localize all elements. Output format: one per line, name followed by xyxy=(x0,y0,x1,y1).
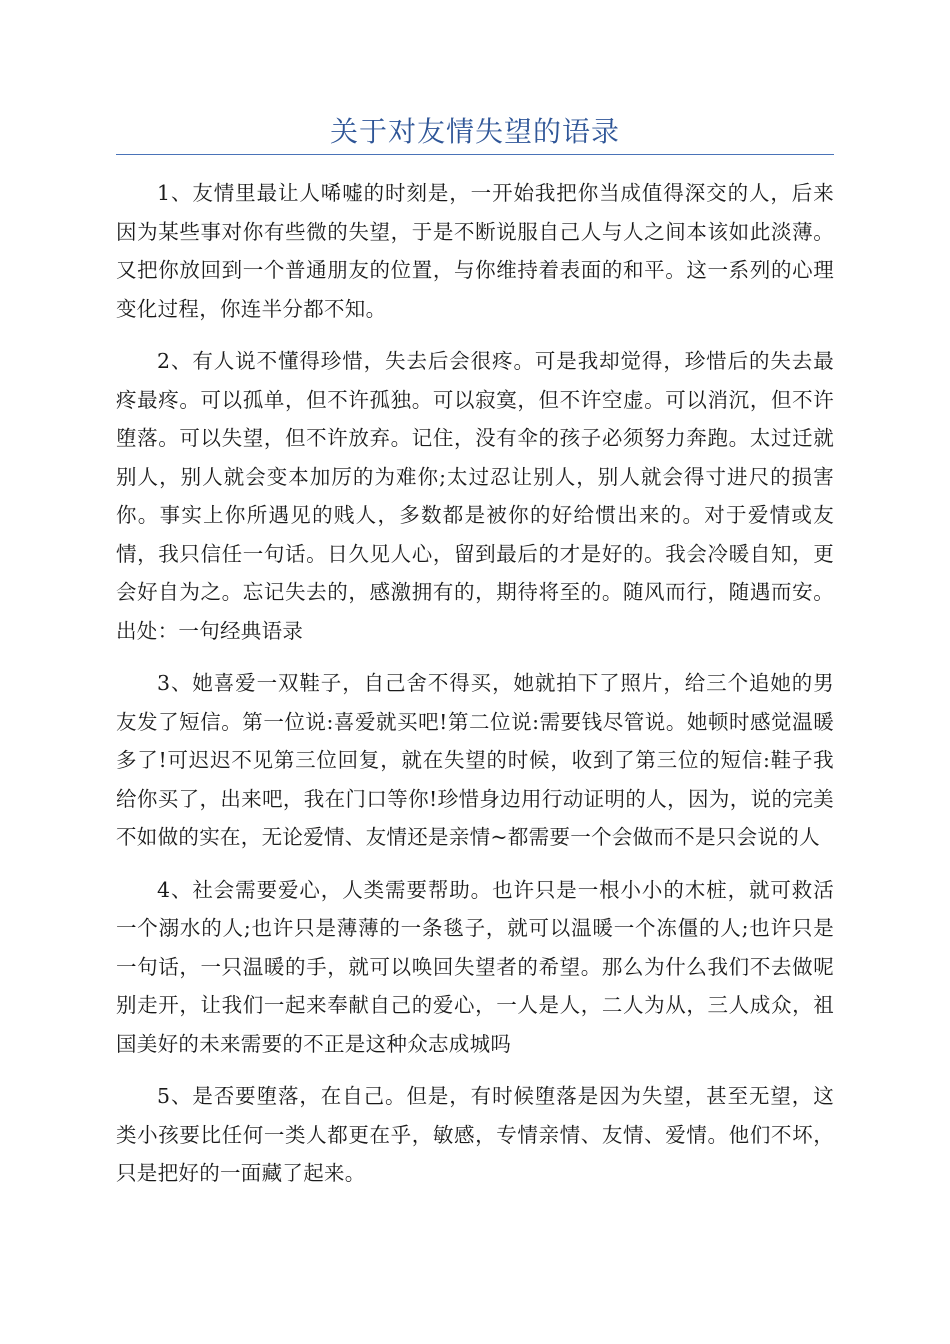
paragraph-4: 4、社会需要爱心，人类需要帮助。也许只是一根小小的木桩，就可救活一个溺水的人;也许只是薄薄的一条毯子，就可以温暖一个冻僵的人;也许只是一句话，一只温暖的手，就可以唤回失望者的希望。那么为什么我们不去做呢别走开，让我们一起来奉献自己的爱心，一人是人，二人为从，三人成众，祖国美好的未来需要的不正是这种众志成城吗 xyxy=(116,877,834,1056)
paragraph-1: 1、友情里最让人唏嘘的时刻是，一开始我把你当成值得深交的人，后来因为某些事对你有些微的失望，于是不断说服自己人与人之间本该如此淡薄。又把你放回到一个普通朋友的位置，与你维持着表面的和平。这一系列的心理变化过程，你连半分都不知。 xyxy=(116,181,834,321)
title-underline-rule xyxy=(116,154,834,155)
paragraph-2: 2、有人说不懂得珍惜，失去后会很疼。可是我却觉得，珍惜后的失去最疼最疼。可以孤单，但不许孤独。可以寂寞，但不许空虚。可以消沉，但不许堕落。可以失望，但不许放弃。记住，没有伞的孩子必须努力奔跑。太过迁就别人，别人就会变本加厉的为难你;太过忍让别人，别人就会得寸进尺的损害你。事实上你所遇见的贱人，多数都是被你的好给惯出来的。对于爱情或友情，我只信任一句话。日久见人心，留到最后的才是好的。我会冷暖自知，更会好自为之。忘记失去的，感激拥有的，期待将至的。随风而行，随遇而安。出处：一句经典语录 xyxy=(116,349,834,643)
paragraph-3: 3、她喜爱一双鞋子，自己舍不得买，她就拍下了照片，给三个追她的男友发了短信。第一位说:喜爱就买吧!第二位说:需要钱尽管说。她顿时感觉温暖多了!可迟迟不见第三位回复，就在失望的时候，收到了第三位的短信:鞋子我给你买了，出来吧，我在门口等你!珍惜身边用行动证明的人，因为，说的完美不如做的实在，无论爱情、友情还是亲情~都需要一个会做而不是只会说的人 xyxy=(116,671,834,849)
document-body xyxy=(116,174,834,1207)
paragraph-5: 5、是否要堕落，在自己。但是，有时候堕落是因为失望，甚至无望，这类小孩要比任何一类人都更在乎，敏感，专情亲情、友情、爱情。他们不坏，只是把好的一面藏了起来。 xyxy=(116,1084,834,1185)
document-title: 关于对友情失望的语录 xyxy=(329,115,620,148)
